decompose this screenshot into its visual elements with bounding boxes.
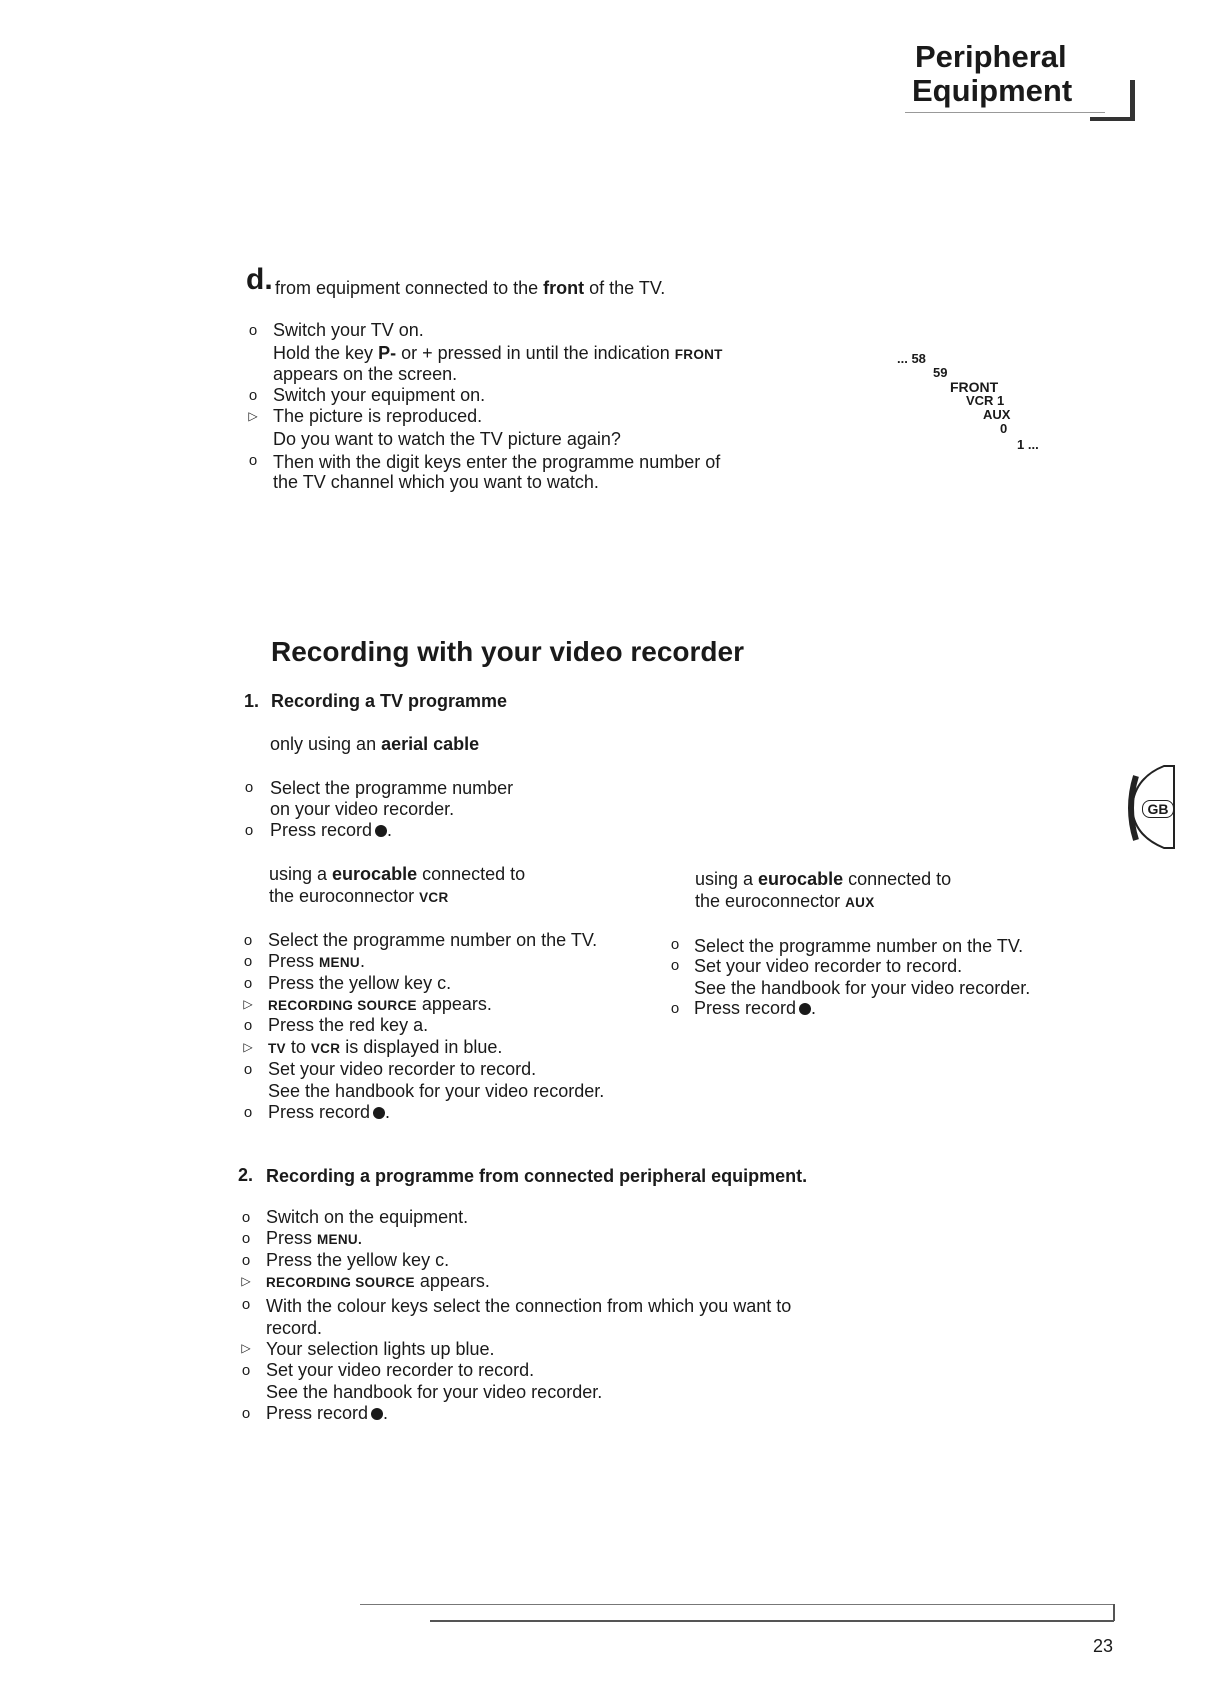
step-text: Set your video recorder to record.: [266, 1360, 535, 1380]
footer-rule-end: [1113, 1604, 1115, 1621]
step-text: The picture is reproduced.: [273, 406, 483, 426]
step-text: Set your video recorder to record.: [268, 1059, 537, 1079]
text-fragment: Press: [266, 1228, 318, 1248]
result-triangle-icon: ▷: [241, 1341, 251, 1355]
menu-key: MENU.: [317, 1232, 363, 1247]
language-tab-label: GB: [1142, 800, 1174, 818]
text-fragment: Press record: [268, 1102, 371, 1122]
step-text: Switch your TV on.: [273, 320, 424, 340]
bullet-circle: o: [241, 1230, 251, 1247]
bullet-circle: o: [248, 452, 258, 469]
record-dot-icon: [371, 1408, 383, 1420]
recording-source-label: RECORDING SOURCE: [268, 998, 417, 1013]
tv-sequence-item: ... 58: [897, 351, 926, 366]
menu-key: MENU: [319, 955, 360, 970]
intro-text-2: of the TV.: [584, 278, 666, 298]
subsection-title: Recording a programme from connected peripheral equipment.: [266, 1166, 808, 1186]
step-text: the TV channel which you want to watch.: [273, 472, 599, 492]
step-text: Press the red key a.: [268, 1015, 429, 1035]
vcr-intro-line1: [269, 864, 525, 885]
bullet-circle: o: [248, 387, 258, 404]
bullet-circle: o: [244, 822, 254, 839]
subsection-number: 2.: [238, 1165, 254, 1185]
bullet-circle: o: [243, 975, 253, 992]
recording-source-label: RECORDING SOURCE: [266, 1275, 415, 1290]
tv-sequence-item: 59: [933, 365, 948, 380]
vcr-smallcaps: VCR: [310, 1041, 341, 1056]
text-fragment: Press record: [266, 1403, 369, 1423]
step-text: Your selection lights up blue.: [266, 1339, 495, 1359]
step-text: Switch your equipment on.: [273, 385, 486, 405]
header-bar: [1130, 80, 1135, 121]
bullet-circle: o: [248, 322, 258, 339]
result-triangle-icon: ▷: [248, 409, 258, 423]
step-text: Select the programme number on the TV.: [268, 930, 598, 950]
bullet-circle: o: [241, 1405, 251, 1422]
text-fragment: Press record: [694, 998, 797, 1018]
section-title-recording: Recording with your video recorder: [271, 636, 744, 667]
page-header-title-line2: Equipment: [912, 73, 1073, 108]
eurocable-bold: eurocable: [758, 869, 844, 889]
header-rule: [1090, 117, 1134, 121]
page-header-title-line1: Peripheral: [915, 39, 1067, 74]
subsection-number: 1.: [244, 691, 260, 711]
result-triangle-icon: ▷: [243, 1040, 253, 1054]
bullet-circle: o: [241, 1209, 251, 1226]
text-fragment: to: [285, 1037, 311, 1057]
step-text: With the colour keys select the connection from which you want to: [266, 1296, 792, 1316]
step-text: Set your video recorder to record.: [694, 956, 963, 976]
tv-smallcaps: TV: [268, 1041, 286, 1056]
step-text: Press record .: [268, 1102, 391, 1122]
step-text: [266, 1271, 490, 1293]
step-text: [268, 994, 492, 1016]
text-fragment: connected to: [417, 864, 526, 884]
bullet-circle: o: [243, 953, 253, 970]
step-text: Switch on the equipment.: [266, 1207, 469, 1227]
step-text: [268, 1037, 502, 1059]
text-fragment: Hold the key: [273, 343, 379, 363]
text-fragment: Press: [268, 951, 320, 971]
step-text: [273, 343, 723, 365]
step-text: Press record .: [694, 998, 817, 1018]
aux-smallcaps: AUX: [845, 895, 875, 910]
eurocable-bold: eurocable: [332, 864, 418, 884]
text-fragment: using a: [269, 864, 333, 884]
tv-sequence-item: 0: [1000, 421, 1008, 436]
intro-text-1: from equipment connected to the: [275, 278, 544, 298]
step-text: [268, 951, 365, 973]
page-number: 23: [1093, 1636, 1114, 1656]
bullet-circle: o: [241, 1362, 251, 1379]
text-fragment: appears.: [416, 994, 492, 1014]
bullet-circle: o: [670, 936, 680, 953]
step-text: Then with the digit keys enter the programme number of: [273, 452, 721, 472]
language-tab: [1124, 764, 1176, 850]
step-text: See the handbook for your video recorder.: [694, 978, 1031, 998]
text-fragment: the euroconnector: [269, 886, 420, 906]
bullet-circle: o: [241, 1296, 251, 1313]
aerial-intro: [270, 734, 479, 755]
text-fragment: .: [359, 951, 365, 971]
bullet-circle: o: [670, 1000, 680, 1017]
bullet-circle: o: [241, 1252, 251, 1269]
tv-sequence-item: 1 ...: [1017, 437, 1039, 452]
record-dot-icon: [375, 825, 387, 837]
tv-sequence-item: FRONT: [950, 379, 999, 395]
record-dot-icon: [799, 1003, 811, 1015]
step-text: See the handbook for your video recorder.: [268, 1081, 605, 1101]
text-fragment: connected to: [843, 869, 952, 889]
vcr-smallcaps: VCR: [419, 890, 449, 905]
step-text: [266, 1228, 362, 1250]
step-text: Press the yellow key c.: [268, 973, 452, 993]
text-fragment: is displayed in blue.: [340, 1037, 503, 1057]
result-triangle-icon: ▷: [243, 997, 253, 1011]
aerial-cable-bold: aerial cable: [381, 734, 480, 754]
step-text: Press record .: [270, 820, 393, 840]
bullet-circle: o: [243, 1104, 253, 1121]
bullet-circle: o: [243, 932, 253, 949]
key-p-minus: P-: [378, 343, 397, 363]
bullet-circle: o: [243, 1017, 253, 1034]
text-fragment: the euroconnector: [695, 891, 846, 911]
step-text: Press the yellow key c.: [266, 1250, 450, 1270]
footer-rule-top: [360, 1604, 1114, 1605]
record-dot-icon: [373, 1107, 385, 1119]
result-triangle-icon: ▷: [241, 1274, 251, 1288]
header-underline: [905, 112, 1105, 113]
footer-rule-bottom: [430, 1620, 1114, 1622]
step-text: appears on the screen.: [273, 364, 458, 384]
bullet-circle: o: [670, 957, 680, 974]
text-fragment: or + pressed in until the indication: [396, 343, 675, 363]
section-d-letter: d.: [246, 263, 273, 296]
text-fragment: using a: [695, 869, 759, 889]
indication-front: FRONT: [674, 347, 723, 362]
intro-bold-front: front: [543, 278, 585, 298]
bullet-circle: o: [244, 779, 254, 796]
step-text: Do you want to watch the TV picture again?: [273, 429, 621, 449]
aux-intro-line2: [695, 891, 875, 913]
tv-sequence-item: VCR 1: [966, 393, 1005, 408]
step-text: Select the programme number: [270, 778, 514, 798]
step-text: record.: [266, 1318, 323, 1338]
subsection-title: Recording a TV programme: [271, 691, 508, 711]
text-fragment: only using an: [270, 734, 382, 754]
step-text: See the handbook for your video recorder.: [266, 1382, 603, 1402]
text-fragment: appears.: [414, 1271, 490, 1291]
section-d-intro: [275, 278, 665, 299]
step-text: Select the programme number on the TV.: [694, 936, 1024, 956]
bullet-circle: o: [243, 1061, 253, 1078]
text-fragment: Press record: [270, 820, 373, 840]
aux-intro-line1: [695, 869, 951, 890]
step-text: on your video recorder.: [270, 799, 455, 819]
tv-sequence-item: AUX: [983, 407, 1011, 422]
vcr-intro-line2: [269, 886, 449, 908]
step-text: Press record .: [266, 1403, 389, 1423]
